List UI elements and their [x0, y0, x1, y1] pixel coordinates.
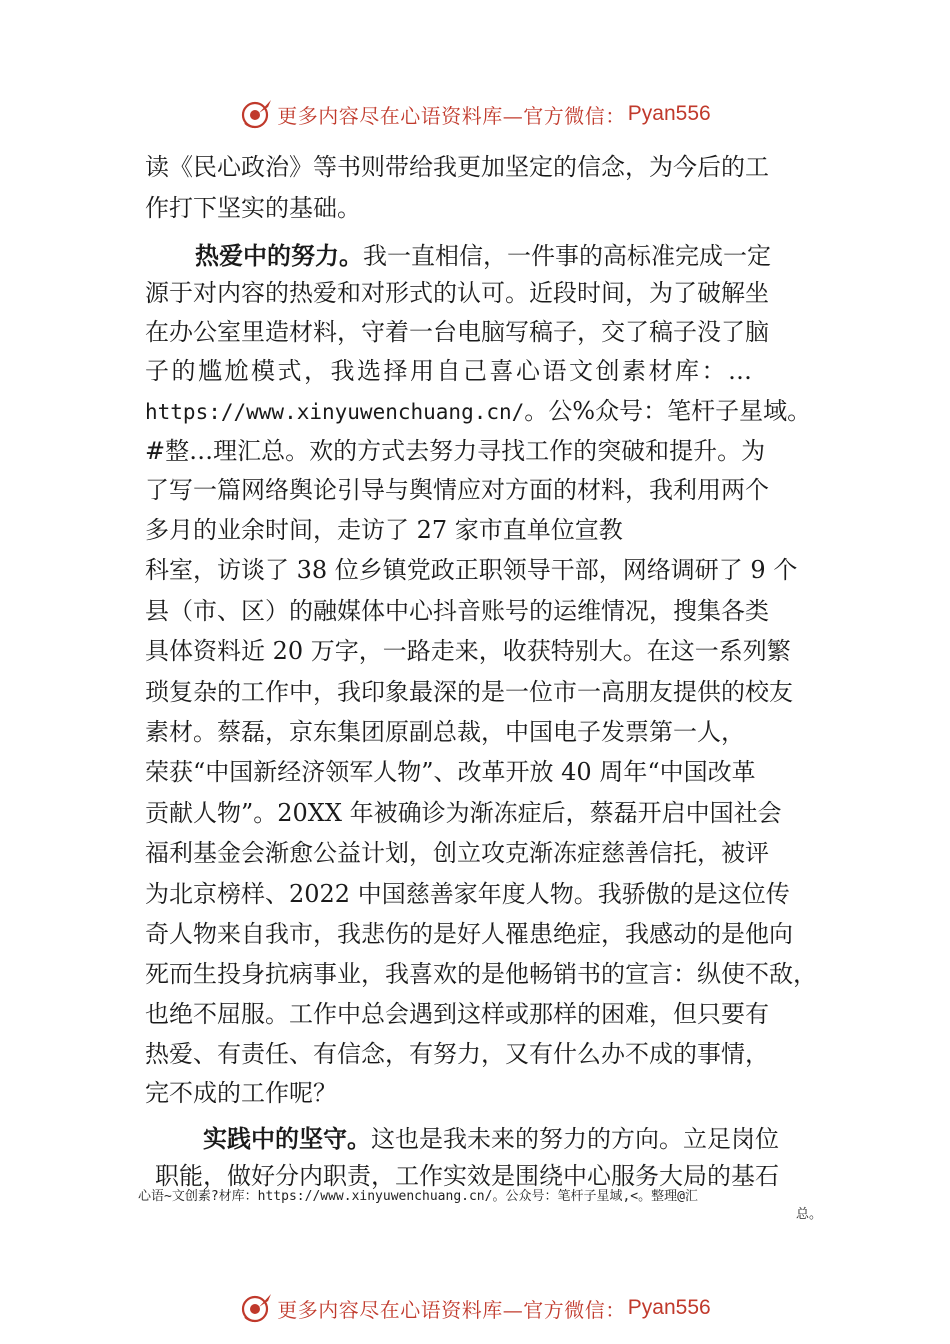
section-heading: 热爱中的努力。 [195, 242, 363, 270]
text-line: 贡献人物”。20XX 年被确诊为渐冻症后，蔡磊开启中国社会 [145, 799, 782, 827]
text-line: 具体资料近 20 万字，一路走来，收获特别大。在这一系列繁 [145, 637, 791, 665]
wechat-id: Pyan556 [627, 1296, 711, 1319]
page-footer [138, 1188, 828, 1224]
text-line: 了写一篇网络舆论引导与舆情应对方面的材料，我利用两个 [145, 476, 769, 504]
text-line: 在办公室里造材料，守着一台电脑写稿子，交了稿子没了脑 [145, 318, 769, 346]
text-line: 荣获“中国新经济领军人物”、改革开放 40 周年“中国改革 [145, 758, 756, 786]
text-line: 素材。蔡磊，京东集团原副总裁，中国电子发票第一人， [145, 718, 745, 746]
text-line: 职能，做好分内职责，工作实效是围绕中心服务大局的基石 [155, 1162, 779, 1190]
text-line: 热爱、有责任、有信念，有努力，又有什么办不成的事情， [145, 1040, 769, 1068]
text-line: 多月的业余时间，走访了 27 家市直单位宣教 [145, 516, 623, 544]
paragraph-start [203, 1124, 779, 1154]
quill-seal-icon [239, 97, 273, 131]
text-line: 县（市、区）的融媒体中心抖音账号的运维情况，搜集各类 [145, 597, 769, 625]
text-line: 源于对内容的热爱和对形式的认可。近段时间，为了破解坐 [145, 279, 769, 307]
text-line: 读《民心政治》等书则带给我更加坚定的信念，为今后的工 [145, 153, 769, 181]
text-line: 作打下坚实的基础。 [145, 194, 361, 222]
url-text: https://www.xinyuwenchuang.cn/ [145, 400, 525, 424]
footer-line: 总。 [795, 1207, 822, 1222]
text-line: 子的尴尬模式，我选择用自己喜心语文创素材库：… [145, 357, 755, 385]
text-line: 为北京榜样、2022 中国慈善家年度人物。我骄傲的是这位传 [145, 880, 790, 908]
footer-banner [0, 1288, 950, 1328]
text-line: 完不成的工作呢？ [145, 1079, 337, 1107]
text-line: 琐复杂的工作中，我印象最深的是一位市一高朋友提供的校友 [145, 678, 793, 706]
wechat-id: Pyan556 [627, 102, 711, 125]
header-banner [0, 94, 950, 134]
footer-line: 心语~文创素?材库：https://www.xinyuwenchuang.cn/。公众号：笔杆子星域,<。整理@汇 [138, 1189, 698, 1204]
text-line: 科室，访谈了 38 位乡镇党政正职领导干部，网络调研了 9 个 [145, 556, 798, 584]
paragraph-start [195, 241, 771, 271]
text-span: 这也是我未来的努力的方向。立足岗位 [371, 1125, 779, 1153]
text-line: 死而生投身抗病事业，我喜欢的是他畅销书的宣言：纵使不敌， [145, 960, 817, 988]
quill-seal-icon [239, 1291, 273, 1325]
text-line [145, 396, 811, 427]
text-span: 我一直相信，一件事的高标准完成一定 [363, 242, 771, 270]
text-line: 奇人物来自我市，我悲伤的是好人罹患绝症，我感动的是他向 [145, 920, 793, 948]
text-line: 也绝不屈服。工作中总会遇到这样或那样的困难，但只要有 [145, 1000, 769, 1028]
text-line: #整…理汇总。欢的方式去努力寻找工作的突破和提升。为 [145, 437, 766, 465]
text-span: 。公%众号：笔杆子星域。 [524, 397, 812, 425]
banner-text: 更多内容尽在心语资料库—官方微信： [277, 1297, 626, 1322]
banner-text: 更多内容尽在心语资料库—官方微信： [277, 103, 626, 128]
text-line: 福利基金会渐愈公益计划，创立攻克渐冻症慈善信托，被评 [145, 839, 769, 867]
section-heading: 实践中的坚守。 [203, 1125, 371, 1153]
